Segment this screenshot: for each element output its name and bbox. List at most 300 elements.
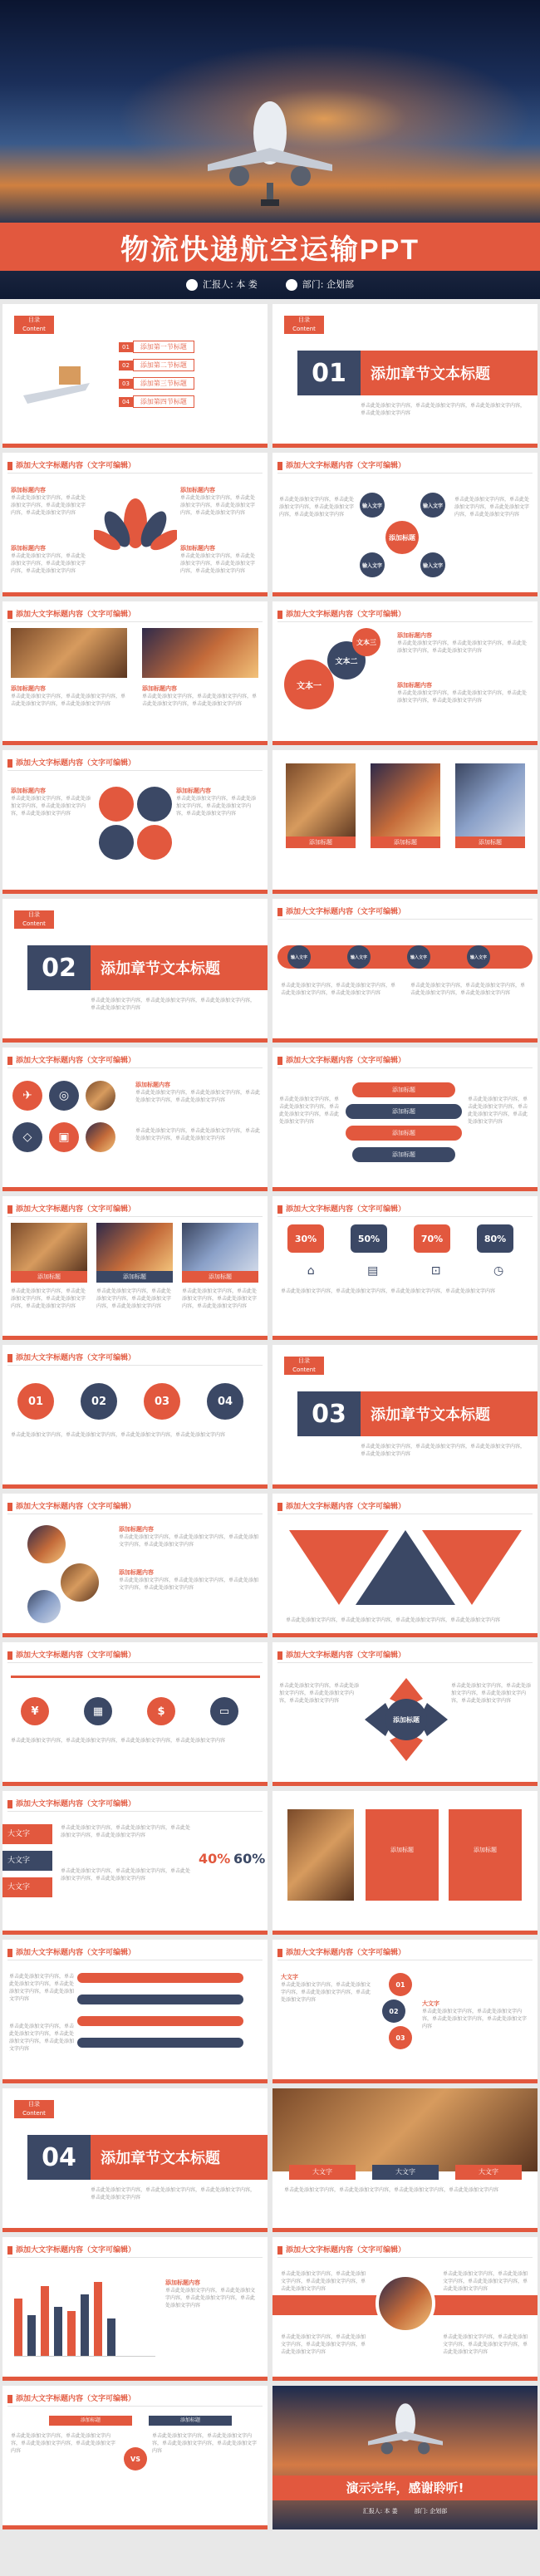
divider [7, 1365, 263, 1366]
content-slide [2, 1494, 268, 1637]
slide-header: 添加大文字标题内容（文字可编辑） [7, 1649, 135, 1660]
chapter-body: 单击此处添加文字内容，单击此处添加文字内容，单击此处添加文字内容，单击此处添加文字内容 [361, 403, 526, 416]
content-slide [2, 750, 268, 894]
content-slide [272, 2237, 538, 2381]
card-title: 添加标题 [390, 1847, 414, 1853]
photo-caption: 添加标题 [371, 837, 440, 848]
slide-row [0, 1642, 540, 1786]
text-block [11, 684, 127, 708]
block-body: 单击此处添加文字内容，单击此处添加文字内容，单击此处添加文字内容，单击此处添加文字内容 [180, 495, 256, 516]
vs-badge: VS [124, 2447, 147, 2471]
warehouse-photo [142, 628, 258, 678]
big-text-label: 大文字 [2, 1877, 52, 1897]
block-title: 添加标题内容 [397, 682, 432, 689]
block-body: 单击此处添加文字内容，单击此处添加文字内容，单击此处添加文字内容，单击此处添加文字内容 [142, 694, 258, 707]
feature-card [366, 1809, 439, 1901]
slide-footer [272, 592, 538, 596]
chapter-slide [2, 2088, 268, 2232]
chapter-title: 添加章节文本标题 [91, 945, 268, 990]
step-circle: 02 [382, 1999, 405, 2023]
toc-num: 04 [119, 397, 133, 407]
block-body: 单击此处添加文字内容，单击此处添加文字内容，单击此处添加文字内容，单击此处添加文字内容 [135, 1090, 261, 1103]
block-title: 添加标题内容 [11, 545, 46, 552]
big-text-label: 大文字 [2, 1824, 52, 1844]
chapter-title: 添加章节文本标题 [91, 2135, 268, 2180]
compare-label: 添加标题 [149, 2416, 232, 2426]
box-icon: ▣ [49, 1122, 79, 1152]
slide-footer [272, 1931, 538, 1935]
side-text: 单击此处添加文字内容，单击此处添加文字内容，单击此处添加文字内容，单击此处添加文字内容 [279, 1097, 340, 1125]
block-body: 单击此处添加文字内容，单击此处添加文字内容，单击此处添加文字内容，单击此处添加文字内容 [119, 1534, 259, 1548]
percent-card: 30% [287, 1224, 324, 1253]
photo-circle [61, 1563, 99, 1602]
block-body: 单击此处添加文字内容，单击此处添加文字内容，单击此处添加文字内容，单击此处添加文字内容 [11, 1432, 226, 1438]
center-hub: 添加标题 [385, 521, 419, 554]
text-block [11, 486, 90, 517]
timeline-text: 单击此处添加文字内容，单击此处添加文字内容，单击此处添加文字内容，单击此处添加文字内容 [410, 983, 526, 996]
block-body: 单击此处添加文字内容，单击此处添加文字内容，单击此处添加文字内容，单击此处添加文字内容 [61, 1868, 191, 1882]
chapter-title: 添加章节文本标题 [361, 1391, 538, 1436]
block-body: 单击此处添加文字内容，单击此处添加文字内容，单击此处添加文字内容，单击此处添加文字内容 [11, 495, 86, 516]
text-block [397, 631, 530, 655]
bar [81, 2294, 89, 2356]
bar [41, 2286, 49, 2356]
cover-meta [0, 277, 540, 291]
chapter-title: 添加章节文本标题 [361, 351, 538, 395]
ending-slide [272, 2386, 538, 2529]
slide-header: 添加大文字标题内容（文字可编辑） [7, 1946, 135, 1957]
chapter-number: 04 [27, 2135, 91, 2180]
content-slide [2, 601, 268, 745]
text-block [165, 2279, 258, 2309]
icon-row [281, 1264, 530, 1278]
text-one-circle: 文本一 [284, 660, 334, 709]
block-body: 单击此处添加文字内容，单击此处添加文字内容，单击此处添加文字内容，单击此处添加文字内容 [11, 694, 126, 707]
photo-caption: 添加标题 [286, 837, 356, 848]
clock-icon: ◷ [493, 1264, 504, 1278]
pill-label: 添加标题 [352, 1082, 455, 1097]
slide-header: 添加大文字标题内容（文字可编辑） [7, 2244, 135, 2255]
chapter-tag: 目录 Content [284, 316, 324, 334]
timeline-bar [11, 1676, 260, 1678]
slide-header: 添加大文字标题内容（文字可编辑） [277, 1054, 405, 1065]
chapter-number: 02 [27, 945, 91, 990]
bar [54, 2307, 62, 2356]
photo-slide [272, 1791, 538, 1935]
slide-row [0, 601, 540, 745]
cover-title: 物流快递航空运输PPT [120, 234, 420, 266]
presenter-text: 汇报人: 本 娄 [203, 279, 258, 290]
timeline-text: 单击此处添加文字内容，单击此处添加文字内容，单击此处添加文字内容，单击此处添加文字内容 [281, 983, 396, 996]
globe-icon: ◎ [49, 1081, 79, 1111]
block-body: 单击此处添加文字内容，单击此处添加文字内容，单击此处添加文字内容，单击此处添加文字内容 [397, 690, 528, 704]
block-title: 添加标题内容 [142, 685, 177, 692]
block-body: 单击此处添加文字内容，单击此处添加文字内容，单击此处添加文字内容，单击此处添加文字内容 [422, 2009, 528, 2029]
stat-a: 40% [199, 1851, 231, 1867]
chapter-slide [272, 1345, 538, 1489]
quarter-circle [99, 825, 134, 860]
card-title: 添加标题 [474, 1847, 497, 1853]
bar [107, 2318, 115, 2356]
percent-card: 80% [477, 1224, 513, 1253]
side-text: 单击此处添加文字内容，单击此处添加文字内容，单击此处添加文字内容，单击此处添加文字内容 [451, 1683, 532, 1704]
text-block [11, 787, 94, 817]
divider [277, 1662, 533, 1663]
toc-item[interactable] [119, 341, 194, 353]
slide-footer [2, 2079, 268, 2083]
photo-tile [287, 1809, 354, 1901]
divider [7, 1662, 263, 1663]
step-circle: 04 [207, 1383, 243, 1420]
presenter [186, 277, 258, 291]
toc-num: 03 [119, 379, 133, 389]
plane-icon: ✈ [12, 1081, 42, 1111]
text-block [180, 486, 259, 517]
percent-card: 70% [414, 1224, 450, 1253]
slide-footer [272, 1782, 538, 1786]
hub-node: 输入文字 [420, 552, 445, 577]
toc-label: 添加第一节标题 [133, 341, 194, 353]
photo-circle [27, 1590, 61, 1623]
side-text: 单击此处添加文字内容，单击此处添加文字内容，单击此处添加文字内容，单击此处添加文字内容 [454, 497, 530, 518]
slide-footer [272, 1187, 538, 1191]
side-text: 单击此处添加文字内容，单击此处添加文字内容，单击此处添加文字内容，单击此处添加文字内容 [279, 1683, 360, 1704]
slide-footer [2, 1336, 268, 1340]
slide-header: 添加大文字标题内容（文字可编辑） [7, 1500, 135, 1511]
slide-footer [2, 1187, 268, 1191]
cash-icon: $ [147, 1697, 175, 1725]
slide-row [0, 1494, 540, 1637]
step-circle: 01 [17, 1383, 54, 1420]
bar [27, 2315, 36, 2357]
text-block [176, 787, 259, 817]
slide-row [0, 899, 540, 1043]
stat-b: 60% [233, 1851, 266, 1867]
department-text: 部门: 企划部 [302, 279, 354, 290]
toc-label: 添加第四节标题 [133, 395, 194, 408]
chapter-tag: 目录 Content [284, 1357, 324, 1375]
quarter-circle [137, 825, 172, 860]
content-slide [272, 1494, 538, 1637]
content-slide [272, 453, 538, 596]
quarter-circle [99, 787, 134, 822]
toc-item[interactable] [119, 359, 194, 371]
photo-caption: 添加标题 [455, 837, 525, 848]
airplane-image [368, 2402, 443, 2472]
text-two-circle: 文本二 [327, 641, 366, 680]
chapter-tag: 目录 Content [14, 910, 54, 929]
pill-label: 添加标题 [346, 1104, 462, 1119]
photo-slide [272, 750, 538, 894]
slide-row [0, 1048, 540, 1191]
block-title: 添加标题内容 [165, 2279, 200, 2286]
slide-header: 添加大文字标题内容（文字可编辑） [7, 1798, 135, 1808]
photo-circle [27, 1525, 66, 1563]
airplane-image [208, 100, 332, 216]
content-slide [272, 1642, 538, 1786]
slide-footer [2, 1038, 268, 1043]
slide-footer [272, 890, 538, 894]
slide-row [0, 1940, 540, 2083]
chapter-slide [2, 899, 268, 1043]
content-slide [2, 1196, 268, 1340]
photo-tile [371, 763, 440, 840]
divider [7, 621, 263, 622]
content-slide [2, 453, 268, 596]
slide-footer [2, 2377, 268, 2381]
side-text: 单击此处添加文字内容，单击此处添加文字内容，单击此处添加文字内容，单击此处添加文字内容 [281, 2334, 366, 2355]
block-title: 添加标题内容 [180, 545, 215, 552]
toc-label: 添加第三节标题 [133, 377, 194, 390]
timeline-node: 输入文字 [467, 945, 490, 969]
slide-footer [2, 741, 268, 745]
block-title: 添加标题内容 [11, 487, 46, 493]
bar [94, 2282, 102, 2356]
slide-row [0, 453, 540, 596]
arrow-band [77, 1973, 243, 1983]
slide-header: 添加大文字标题内容（文字可编辑） [277, 2244, 405, 2255]
divider [7, 2257, 263, 2258]
divider [7, 2406, 263, 2407]
content-slide [2, 1048, 268, 1191]
slide-row [0, 304, 540, 448]
chapter-tag: 目录 Content [14, 2100, 54, 2118]
bar [14, 2299, 22, 2356]
progress-slide [272, 1196, 538, 1340]
block-title: 添加标题内容 [11, 788, 46, 794]
side-text: 单击此处添加文字内容，单击此处添加文字内容，单击此处添加文字内容，单击此处添加文字内容 [279, 497, 355, 518]
text-block [422, 1999, 530, 2030]
card-icon: ▭ [210, 1697, 238, 1725]
house-icon: ⌂ [307, 1264, 315, 1278]
bar-group [14, 2274, 155, 2357]
slide-footer [2, 592, 268, 596]
photo-tile [182, 1223, 258, 1271]
feature-card [449, 1809, 522, 1901]
photo-caption: 添加标题 [182, 1271, 258, 1283]
divider [7, 770, 263, 771]
ending-meta [272, 2507, 538, 2515]
photo-tile [96, 1223, 173, 1271]
toc-item[interactable] [119, 395, 194, 408]
block-body: 单击此处添加文字内容，单击此处添加文字内容，单击此处添加文字内容，单击此处添加文字内容 [11, 796, 91, 817]
photo-tile [286, 763, 356, 840]
photo-caption: 大文字 [372, 2165, 439, 2180]
slide-footer [272, 1633, 538, 1637]
block-body: 单击此处添加文字内容，单击此处添加文字内容，单击此处添加文字内容，单击此处添加文字内容 [176, 796, 257, 817]
compare-text: 单击此处添加文字内容，单击此处添加文字内容，单击此处添加文字内容，单击此处添加文字内容 [11, 2433, 116, 2454]
percent-card: 50% [351, 1224, 387, 1253]
pill-label: 添加标题 [346, 1126, 462, 1141]
divider [7, 1811, 263, 1812]
side-text: 单击此处添加文字内容，单击此处添加文字内容，单击此处添加文字内容，单击此处添加文字内容 [9, 2024, 75, 2052]
slide-row [0, 1345, 540, 1489]
slide-footer [272, 741, 538, 745]
divider [277, 621, 533, 622]
slide-header: 添加大文字标题内容（文字可编辑） [7, 459, 135, 470]
lock-icon: ⊡ [430, 1264, 441, 1278]
caption-text: 单击此处添加文字内容，单击此处添加文字内容，单击此处添加文字内容，单击此处添加文字内容 [11, 1288, 86, 1309]
divider [277, 2257, 533, 2258]
block-body: 单击此处添加文字内容，单击此处添加文字内容，单击此处添加文字内容，单击此处添加文字内容 [119, 1577, 259, 1591]
quarter-circle [137, 787, 172, 822]
slide-footer [272, 1038, 538, 1043]
text-block [11, 544, 90, 575]
slide-footer [2, 1782, 268, 1786]
content-slide [2, 1940, 268, 2083]
slide-header: 添加大文字标题内容（文字可编辑） [7, 757, 135, 768]
text-block [119, 1568, 260, 1592]
block-title: 添加标题内容 [135, 1082, 170, 1088]
side-text: 单击此处添加文字内容，单击此处添加文字内容，单击此处添加文字内容，单击此处添加文字内容 [443, 2271, 528, 2292]
text-block [180, 544, 259, 575]
chapter-body: 单击此处添加文字内容，单击此处添加文字内容，单击此处添加文字内容，单击此处添加文字内容 [91, 2187, 256, 2201]
slide-header: 添加大文字标题内容（文字可编辑） [277, 1946, 405, 1957]
hub-node: 输入文字 [360, 493, 385, 518]
block-body: 单击此处添加文字内容，单击此处添加文字内容，单击此处添加文字内容，单击此处添加文字内容 [11, 1738, 226, 1744]
slide-footer [272, 1336, 538, 1340]
slide-header: 添加大文字标题内容（文字可编辑） [277, 905, 405, 916]
content-slide [2, 1642, 268, 1786]
content-slide [272, 601, 538, 745]
slide-row [0, 2237, 540, 2381]
train-icon: ▦ [84, 1697, 112, 1725]
content-slide [2, 2386, 268, 2529]
block-title: 添加标题内容 [119, 1569, 154, 1576]
slide-footer [2, 1931, 268, 1935]
content-slide [2, 1791, 268, 1935]
side-text: 单击此处添加文字内容，单击此处添加文字内容，单击此处添加文字内容，单击此处添加文字内容 [281, 2271, 366, 2292]
step-circle: 03 [144, 1383, 180, 1420]
block-title: 添加标题内容 [176, 788, 211, 794]
divider [7, 1067, 263, 1068]
compare-label: 添加标题 [49, 2416, 132, 2426]
slides-grid [0, 304, 540, 2534]
text-block [142, 684, 258, 708]
slide-header: 添加大文字标题内容（文字可编辑） [277, 608, 405, 619]
slide-footer [2, 444, 268, 448]
block-body: 单击此处添加文字内容，单击此处添加文字内容，单击此处添加文字内容，单击此处添加文字内容 [397, 640, 528, 654]
timeline-node: 输入文字 [287, 945, 311, 969]
toc-list [119, 341, 194, 408]
money-icon: ¥ [21, 1697, 49, 1725]
text-block [397, 681, 530, 704]
step-circle: 02 [81, 1383, 117, 1420]
slide-header: 添加大文字标题内容（文字可编辑） [7, 608, 135, 619]
photo-slide [272, 2088, 538, 2232]
content-slide [272, 1940, 538, 2083]
text-three-circle: 文本三 [352, 628, 380, 656]
divider [7, 1216, 263, 1217]
plane-box-image [19, 362, 94, 420]
truck-photo [11, 628, 127, 678]
slide-header: 添加大文字标题内容（文字可编辑） [7, 2392, 135, 2403]
content-slide [2, 1345, 268, 1489]
lotus-graphic [94, 494, 177, 552]
photo-circle [86, 1081, 115, 1111]
arrow-band [77, 2016, 243, 2026]
toc-num: 02 [119, 361, 133, 370]
slide-header: 添加大文字标题内容（文字可编辑） [7, 1203, 135, 1214]
slide-header: 添加大文字标题内容（文字可编辑） [277, 459, 405, 470]
slide-footer [2, 1633, 268, 1637]
user-icon [186, 279, 198, 291]
photo-circle [376, 2274, 435, 2333]
chapter-number: 01 [297, 351, 361, 395]
block-title: 大文字 [422, 2000, 439, 2007]
slide-header: 添加大文字标题内容（文字可编辑） [277, 1649, 405, 1660]
slide-header: 添加大文字标题内容（文字可编辑） [277, 1203, 405, 1214]
chapter-body: 单击此处添加文字内容，单击此处添加文字内容，单击此处添加文字内容，单击此处添加文字内容 [361, 1444, 526, 1457]
photo-tile [455, 763, 525, 840]
block-body: 单击此处添加文字内容，单击此处添加文字内容，单击此处添加文字内容，单击此处添加文字内容 [281, 1288, 496, 1294]
step-circle: 01 [389, 1973, 412, 1996]
content-slide [272, 899, 538, 1043]
step-circle: 03 [389, 2026, 412, 2049]
compare-text: 单击此处添加文字内容，单击此处添加文字内容，单击此处添加文字内容，单击此处添加文字内容 [152, 2433, 258, 2454]
photo-tile [11, 1223, 87, 1271]
block-title: 大文字 [281, 1974, 298, 1980]
warehouse-photo [272, 2088, 538, 2171]
block-title: 添加标题内容 [397, 632, 432, 639]
building-icon [286, 279, 297, 291]
big-text-label: 大文字 [2, 1851, 52, 1871]
slide-row [0, 1791, 540, 1935]
photo-circle [86, 1122, 115, 1152]
arrow-band [77, 1995, 243, 2004]
ending-title: 演示完毕，感谢聆听! [272, 2475, 538, 2500]
slide-header: 添加大文字标题内容（文字可编辑） [277, 1500, 405, 1511]
triangle-graphic [281, 1522, 530, 1613]
block-body: 单击此处添加文字内容，单击此处添加文字内容，单击此处添加文字内容，单击此处添加文字内容 [281, 1982, 371, 2003]
bar [67, 2311, 76, 2356]
toc-item[interactable] [119, 377, 194, 390]
text-block [135, 1081, 260, 1104]
slide-footer [272, 2228, 538, 2232]
photo-caption: 大文字 [289, 2165, 356, 2180]
slide-header: 添加大文字标题内容（文字可编辑） [7, 1352, 135, 1362]
slide-footer [272, 444, 538, 448]
block-body: 单击此处添加文字内容，单击此处添加文字内容，单击此处添加文字内容，单击此处添加文字内容 [135, 1128, 261, 1141]
content-slide [272, 1048, 538, 1191]
block-title: 添加标题内容 [180, 487, 215, 493]
divider [277, 1216, 533, 1217]
chapter-body: 单击此处添加文字内容，单击此处添加文字内容，单击此处添加文字内容，单击此处添加文字内容 [91, 998, 256, 1011]
diamond-icon: ◇ [12, 1122, 42, 1152]
bag-icon: ▤ [367, 1264, 379, 1278]
toc-label: 添加第二节标题 [133, 359, 194, 371]
slide-footer [2, 1484, 268, 1489]
slide-row [0, 750, 540, 894]
hub-node: 输入文字 [420, 493, 445, 518]
chapter-number: 03 [297, 1391, 361, 1436]
block-title: 添加标题内容 [11, 685, 46, 692]
photo-caption: 添加标题 [11, 1271, 87, 1283]
side-text: 单击此处添加文字内容，单击此处添加文字内容，单击此处添加文字内容，单击此处添加文字内容 [468, 1097, 528, 1125]
block-title: 添加标题内容 [119, 1526, 154, 1533]
text-block [281, 1973, 372, 2004]
photo-caption: 大文字 [455, 2165, 522, 2180]
ending-presenter: 汇报人: 本 娄 [362, 2508, 398, 2515]
side-text: 单击此处添加文字内容，单击此处添加文字内容，单击此处添加文字内容，单击此处添加文字内容 [443, 2334, 528, 2355]
block-body: 单击此处添加文字内容，单击此处添加文字内容，单击此处添加文字内容，单击此处添加文字内容 [61, 1825, 191, 1838]
block-body: 单击此处添加文字内容，单击此处添加文字内容，单击此处添加文字内容，单击此处添加文字内容 [286, 1617, 501, 1623]
slide-row [0, 2386, 540, 2529]
slide-footer [272, 2079, 538, 2083]
block-body: 单击此处添加文字内容，单击此处添加文字内容，单击此处添加文字内容，单击此处添加文字内容 [165, 2288, 256, 2309]
slide-footer [2, 2525, 268, 2529]
side-text: 单击此处添加文字内容，单击此处添加文字内容，单击此处添加文字内容，单击此处添加文字内容 [9, 1974, 75, 2002]
